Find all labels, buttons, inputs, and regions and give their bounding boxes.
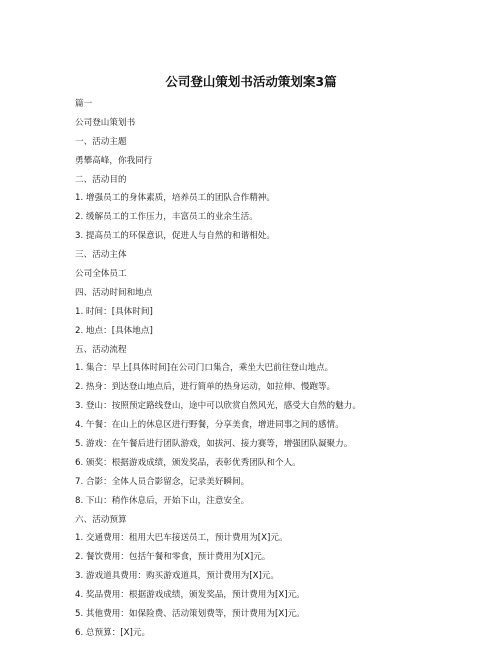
text-line: 篇一	[75, 99, 93, 109]
list-item: 6. 颁奖：根据游戏成绩，颁发奖品，表彰优秀团队和个人。	[75, 457, 301, 468]
list-item: 7. 合影：全体人员合影留念，记录美好瞬间。	[75, 476, 250, 487]
text-line: 公司登山策划书	[75, 117, 136, 128]
list-item: 2. 餐饮费用：包括午餐和零食，预计费用为[X]元。	[75, 552, 271, 563]
list-item: 3. 登山：按照预定路线登山，途中可以欣赏自然风光，感受大自然的魅力。	[75, 401, 361, 412]
list-item: 4. 奖品费用：根据游戏成绩，颁发奖品，预计费用为[X]元。	[75, 590, 305, 601]
list-item: 1. 增强员工的身体素质，培养员工的团队合作精神。	[75, 193, 275, 204]
document-title: 公司登山策划书活动策划案3篇	[165, 74, 337, 89]
list-item: 8. 下山：稍作休息后，开始下山，注意安全。	[75, 495, 250, 506]
list-item: 6. 总预算：[X]元。	[75, 627, 151, 638]
list-item: 1. 集合：早上[具体时间]在公司门口集合，乘坐大巴前往登山地点。	[75, 363, 334, 374]
document-body	[75, 95, 475, 643]
section-heading: 四、活动时间和地点	[75, 287, 153, 298]
text-line: 勇攀高峰，你我同行	[75, 155, 153, 166]
list-item: 5. 游戏：在午餐后进行团队游戏，如拔河、接力赛等，增强团队凝聚力。	[75, 439, 353, 450]
list-item: 2. 地点：[具体地点]	[75, 325, 153, 336]
list-item: 1. 时间：[具体时间]	[75, 306, 153, 317]
text-line: 公司全体员工	[75, 269, 127, 280]
list-item: 1. 交通费用：租用大巴车接送员工，预计费用为[X]元。	[75, 533, 288, 544]
section-heading: 六、活动预算	[75, 514, 127, 525]
section-heading: 一、活动主题	[75, 136, 127, 147]
section-heading: 五、活动流程	[75, 344, 127, 355]
list-item: 3. 提高员工的环保意识，促进人与自然的和谐相处。	[75, 231, 275, 242]
list-item: 3. 游戏道具费用：购买游戏道具，预计费用为[X]元。	[75, 571, 279, 582]
list-item: 4. 午餐：在山上的休息区进行野餐，分享美食，增进同事之间的感情。	[75, 420, 344, 431]
list-item: 2. 缓解员工的工作压力，丰富员工的业余生活。	[75, 212, 258, 223]
section-heading: 三、活动主体	[75, 250, 127, 261]
list-item: 2. 热身：到达登山地点后，进行简单的热身运动，如拉伸、慢跑等。	[75, 382, 336, 393]
list-item: 5. 其他费用：如保险费、活动策划费等，预计费用为[X]元。	[75, 609, 305, 620]
section-heading: 二、活动目的	[75, 174, 127, 185]
